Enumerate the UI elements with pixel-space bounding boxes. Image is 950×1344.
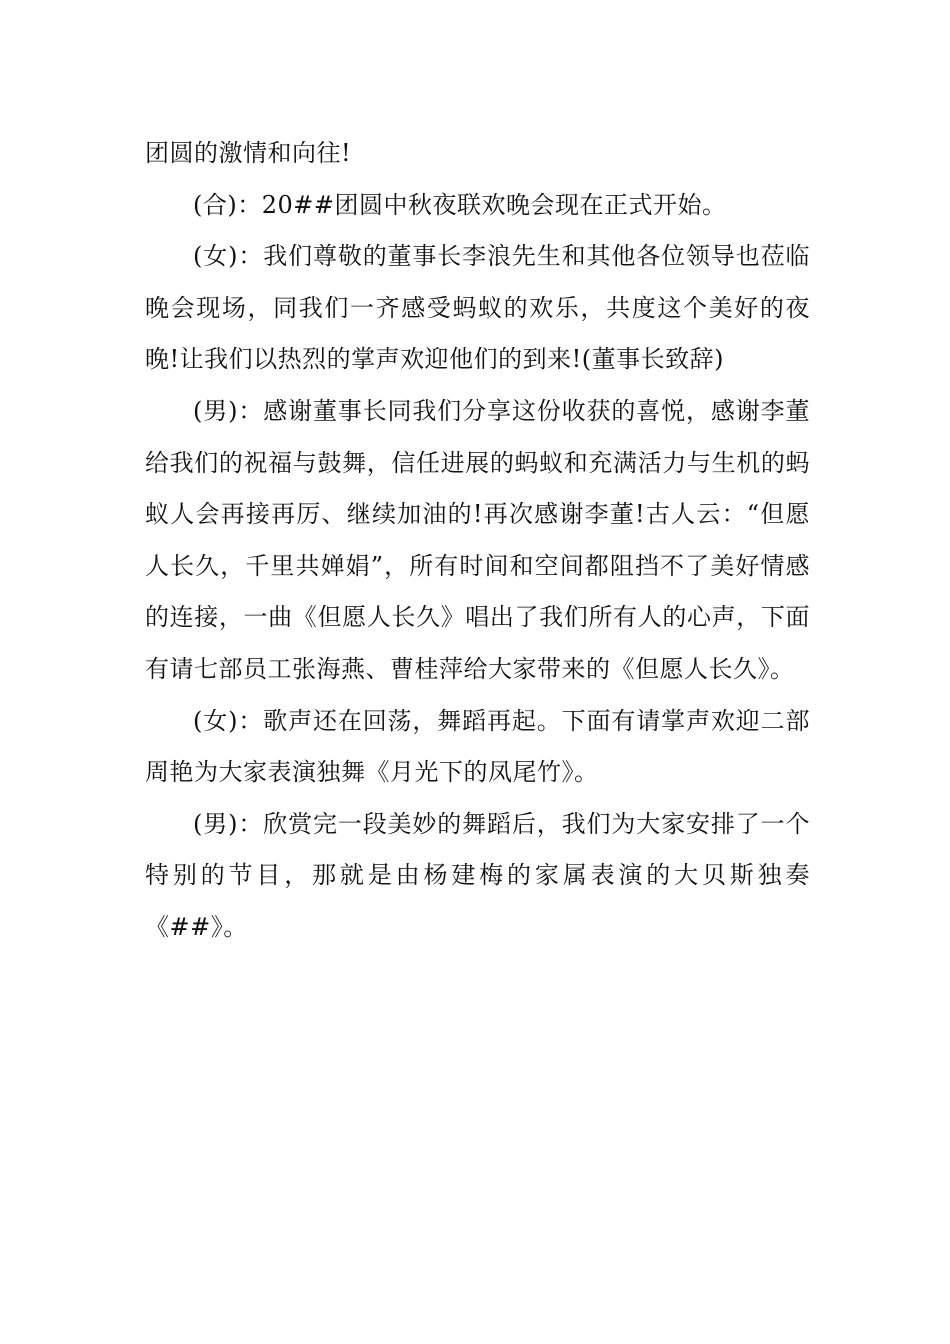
paragraph-5: (女)：歌声还在回荡，舞蹈再起。下面有请掌声欢迎二部周艳为大家表演独舞《月光下的凤尾竹》。 [145, 706, 810, 787]
paragraph-3: (女)：我们尊敬的董事长李浪先生和其他各位领导也莅临晚会现场，同我们一齐感受蚂蚁的欢乐，共度这个美好的夜晚!让我们以热烈的掌声欢迎他们的到来!(董事长致辞) [145, 242, 810, 374]
paragraph-1: 团圆的激情和向往! [145, 139, 352, 167]
paragraph-4: (男)：感谢董事长同我们分享这份收获的喜悦，感谢李董给我们的祝福与鼓舞，信任进展的蚂蚁和充满活力与生机的蚂蚁人会再接再厉、继续加油的!再次感谢李董!古人云：“但愿人长久，千里共婵娟”，所有时间和空间都阻挡不了美好情感的连接，一曲《但愿人长久》唱出了我们所有人的心声，下面有请七部员工张海燕、曹桂萍给大家带来的《但愿人长久》。 [145, 396, 810, 683]
document-body [145, 128, 810, 954]
paragraph-2: (合)：20##团圆中秋夜联欢晚会现在正式开始。 [193, 190, 727, 219]
paragraph-6: (男)：欣赏完一段美妙的舞蹈后，我们为大家安排了一个特别的节目，那就是由杨建梅的家属表演的大贝斯独奏《##》。 [145, 809, 810, 941]
